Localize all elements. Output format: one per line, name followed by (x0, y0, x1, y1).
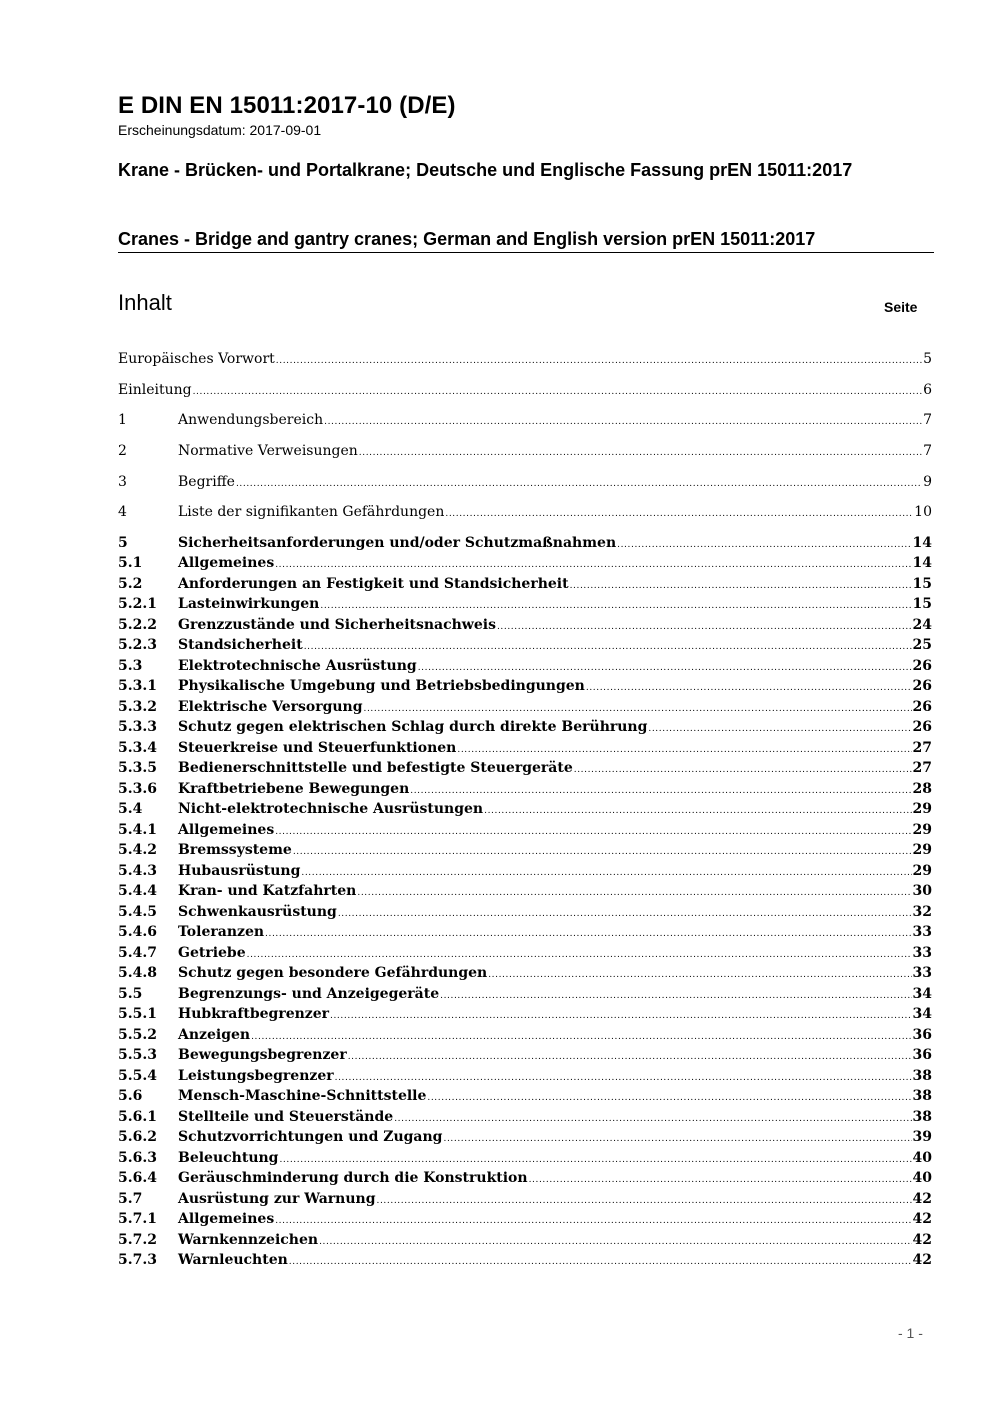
toc-entry[interactable] (118, 349, 932, 369)
german-title: Krane - Brücken- und Portalkrane; Deutsche und Englische Fassung prEN 15011:2017 (118, 160, 853, 180)
toc-entry-page: 26 (912, 719, 932, 735)
toc-entry-title: Allgemeines (178, 1211, 275, 1227)
toc-entry[interactable] (118, 441, 932, 461)
toc-entry[interactable] (118, 1066, 932, 1086)
toc-entry-page: 34 (912, 1006, 932, 1022)
toc-entry-title: Hubkraftbegrenzer (178, 1006, 330, 1022)
toc-dot-leader (301, 863, 911, 883)
toc-entry-title: Leistungsbegrenzer (178, 1068, 334, 1084)
toc-entry-number: 5.4.6 (118, 924, 157, 940)
toc-entry-number: 5.3 (118, 658, 143, 674)
toc-entry-page: 29 (912, 822, 932, 838)
toc-entry-title: Stellteile und Steuerstände (178, 1109, 394, 1125)
toc-entry-number: 5.3.4 (118, 740, 157, 756)
toc-entry-title: Liste der signifikanten Gefährdungen (178, 504, 445, 520)
toc-dot-leader (445, 504, 913, 524)
toc-entry-page: 32 (912, 904, 932, 920)
toc-entry[interactable] (118, 1148, 932, 1168)
toc-entry-title: Standsicherheit (178, 637, 303, 653)
toc-entry-page: 36 (912, 1027, 932, 1043)
toc-entry[interactable] (118, 922, 932, 942)
toc-entry-title: Toleranzen (178, 924, 265, 940)
toc-heading: Inhalt (118, 290, 172, 315)
toc-page-label: Seite (884, 299, 918, 315)
toc-entry-number: 5 (118, 535, 128, 551)
toc-dot-leader (319, 1232, 911, 1252)
toc-entry-title: Elektrische Versorgung (178, 699, 363, 715)
toc-entry-title: Getriebe (178, 945, 246, 961)
toc-entry-number: 5.7.1 (118, 1211, 157, 1227)
toc-dot-leader (648, 719, 911, 739)
toc-entry-page: 26 (912, 658, 932, 674)
toc-dot-leader (320, 596, 911, 616)
toc-entry[interactable] (118, 717, 932, 737)
toc-entry-page: 24 (912, 617, 932, 633)
toc-entry-title: Physikalische Umgebung und Betriebsbedingungen (178, 678, 585, 694)
toc-dot-leader (279, 1150, 911, 1170)
toc-entry-number: 5.5.2 (118, 1027, 157, 1043)
toc-entry-title: Geräuschminderung durch die Konstruktion (178, 1170, 528, 1186)
toc-entry-title: Allgemeines (178, 822, 275, 838)
toc-entry[interactable] (118, 533, 932, 553)
toc-entry[interactable] (118, 1086, 932, 1106)
toc-entry[interactable] (118, 1127, 932, 1147)
toc-entry[interactable] (118, 615, 932, 635)
toc-dot-leader (377, 1191, 912, 1211)
toc-entry-number: 5.4.7 (118, 945, 157, 961)
toc-entry-title: Bremssysteme (178, 842, 292, 858)
toc-entry-page: 42 (912, 1211, 932, 1227)
toc-dot-leader (293, 842, 912, 862)
toc-entry[interactable] (118, 472, 932, 492)
toc-entry-page: 10 (914, 504, 932, 520)
toc-dot-leader (410, 781, 911, 801)
toc-entry-page: 15 (912, 596, 932, 612)
toc-entry-number: 5.5.1 (118, 1006, 157, 1022)
toc-entry-title: Schutz gegen elektrischen Schlag durch direkte Berührung (178, 719, 648, 735)
toc-entry-title: Einleitung (118, 382, 192, 398)
toc-dot-leader (335, 1068, 912, 1088)
toc-entry-number: 5.4.1 (118, 822, 157, 838)
toc-dot-leader (484, 801, 911, 821)
toc-entry[interactable] (118, 553, 932, 573)
toc-entry-number: 5.2.1 (118, 596, 157, 612)
toc-entry-page: 40 (912, 1150, 932, 1166)
toc-entry[interactable] (118, 380, 932, 400)
toc-entry[interactable] (118, 574, 932, 594)
toc-entry-number: 5.5.4 (118, 1068, 157, 1084)
toc-entry-title: Normative Verweisungen (178, 443, 358, 459)
toc-entry-title: Ausrüstung zur Warnung (178, 1191, 376, 1207)
toc-entry-page: 34 (912, 986, 932, 1002)
toc-dot-leader (348, 1047, 912, 1067)
toc-entry[interactable] (118, 963, 932, 983)
toc-entry-page: 25 (912, 637, 932, 653)
toc-entry[interactable] (118, 881, 932, 901)
toc-entry-title: Beleuchtung (178, 1150, 279, 1166)
toc-dot-leader (247, 945, 912, 965)
toc-dot-leader (570, 576, 912, 596)
toc-dot-leader (357, 883, 911, 903)
toc-entry-number: 2 (118, 443, 127, 459)
toc-entry[interactable] (118, 697, 932, 717)
toc-entry-title: Begrenzungs- und Anzeigegeräte (178, 986, 440, 1002)
toc-dot-leader (440, 986, 911, 1006)
toc-entry-number: 5.5 (118, 986, 143, 1002)
toc-entry-title: Steuerkreise und Steuerfunktionen (178, 740, 457, 756)
toc-entry-page: 42 (912, 1252, 932, 1268)
toc-entry-page: 29 (912, 863, 932, 879)
toc-entry-number: 4 (118, 504, 127, 520)
toc-entry[interactable] (118, 1230, 932, 1250)
toc-entry-title: Anforderungen an Festigkeit und Standsicherheit (178, 576, 569, 592)
toc-entry[interactable] (118, 656, 932, 676)
toc-entry-number: 1 (118, 412, 127, 428)
toc-dot-leader (236, 474, 922, 494)
toc-dot-leader (586, 678, 912, 698)
toc-entry-page: 9 (923, 474, 932, 490)
toc-dot-leader (529, 1170, 912, 1190)
toc-dot-leader (275, 1211, 911, 1231)
toc-entry[interactable] (118, 594, 932, 614)
toc-entry-page: 40 (912, 1170, 932, 1186)
toc-entry-title: Schutz gegen besondere Gefährdungen (178, 965, 488, 981)
toc-entry[interactable] (118, 410, 932, 430)
toc-entry-title: Europäisches Vorwort (118, 351, 275, 367)
toc-entry[interactable] (118, 635, 932, 655)
toc-entry-page: 26 (912, 678, 932, 694)
toc-entry-page: 15 (912, 576, 932, 592)
toc-entry-title: Kran- und Katzfahrten (178, 883, 357, 899)
toc-entry[interactable] (118, 1025, 932, 1045)
toc-entry-number: 5.4 (118, 801, 143, 817)
toc-dot-leader (497, 617, 912, 637)
toc-entry[interactable] (118, 902, 932, 922)
toc-dot-leader (338, 904, 912, 924)
toc-entry-title: Anwendungsbereich (178, 412, 324, 428)
toc-entry-title: Nicht-elektrotechnische Ausrüstungen (178, 801, 484, 817)
toc-entry-title: Anzeigen (178, 1027, 251, 1043)
toc-entry-number: 5.3.1 (118, 678, 157, 694)
publication-date: Erscheinungsdatum: 2017-09-01 (118, 122, 322, 138)
toc-entry-title: Warnkennzeichen (178, 1232, 319, 1248)
toc-entry-title: Begriffe (178, 474, 235, 490)
toc-dot-leader (193, 382, 923, 402)
toc-entry-title: Mensch-Maschine-Schnittstelle (178, 1088, 427, 1104)
toc-entry-title: Grenzzustände und Sicherheitsnachweis (178, 617, 496, 633)
toc-entry-number: 5.5.3 (118, 1047, 157, 1063)
toc-entry-number: 5.6.2 (118, 1129, 157, 1145)
toc-entry[interactable] (118, 943, 932, 963)
toc-dot-leader (276, 351, 922, 371)
toc-entry-title: Sicherheitsanforderungen und/oder Schutzmaßnahmen (178, 535, 617, 551)
toc-dot-leader (574, 760, 912, 780)
toc-entry[interactable] (118, 502, 932, 522)
toc-entry[interactable] (118, 738, 932, 758)
toc-dot-leader (427, 1088, 911, 1108)
toc-entry-number: 5.7.2 (118, 1232, 157, 1248)
toc-entry-page: 27 (912, 740, 932, 756)
toc-entry-title: Lasteinwirkungen (178, 596, 320, 612)
toc-entry-title: Warnleuchten (178, 1252, 288, 1268)
toc-dot-leader (418, 658, 912, 678)
toc-entry[interactable] (118, 984, 932, 1004)
toc-entry-title: Schutzvorrichtungen und Zugang (178, 1129, 443, 1145)
toc-entry-page: 6 (923, 382, 932, 398)
document-title: E DIN EN 15011:2017-10 (D/E) (118, 92, 456, 119)
toc-dot-leader (617, 535, 911, 555)
toc-entry[interactable] (118, 1045, 932, 1065)
toc-entry-number: 5.4.2 (118, 842, 157, 858)
toc-entry-page: 38 (912, 1109, 932, 1125)
toc-dot-leader (304, 637, 912, 657)
toc-entry-number: 5.3.3 (118, 719, 157, 735)
toc-entry[interactable] (118, 799, 932, 819)
toc-dot-leader (359, 443, 922, 463)
toc-entry-page: 42 (912, 1191, 932, 1207)
toc-entry-title: Elektrotechnische Ausrüstung (178, 658, 417, 674)
header-rule (118, 252, 934, 253)
toc-entry[interactable] (118, 861, 932, 881)
toc-entry-page: 33 (912, 945, 932, 961)
toc-entry-number: 5.4.5 (118, 904, 157, 920)
toc-entry-page: 14 (912, 555, 932, 571)
toc-entry[interactable] (118, 1189, 932, 1209)
page-number: - 1 - (898, 1325, 923, 1341)
toc-entry-page: 7 (923, 443, 932, 459)
toc-entry-page: 33 (912, 924, 932, 940)
english-title: Cranes - Bridge and gantry cranes; German and English version prEN 15011:2017 (118, 229, 816, 249)
toc-entry-page: 27 (912, 760, 932, 776)
toc-entry[interactable] (118, 676, 932, 696)
toc-entry-title: Kraftbetriebene Bewegungen (178, 781, 410, 797)
toc-entry[interactable] (118, 1209, 932, 1229)
toc-dot-leader (265, 924, 911, 944)
toc-entry-number: 5.1 (118, 555, 143, 571)
toc-dot-leader (275, 555, 911, 575)
toc-entry-number: 5.6.4 (118, 1170, 157, 1186)
toc-entry-title: Bewegungsbegrenzer (178, 1047, 347, 1063)
toc-entry[interactable] (118, 1004, 932, 1024)
toc-entry-page: 29 (912, 801, 932, 817)
toc-entry-page: 42 (912, 1232, 932, 1248)
toc-dot-leader (330, 1006, 912, 1026)
toc-entry-number: 3 (118, 474, 127, 490)
toc-entry-page: 38 (912, 1088, 932, 1104)
toc-entry-page: 36 (912, 1047, 932, 1063)
toc-dot-leader (394, 1109, 911, 1129)
toc-entry-number: 5.3.5 (118, 760, 157, 776)
toc-entry-number: 5.2.2 (118, 617, 157, 633)
toc-dot-leader (275, 822, 911, 842)
toc-entry-title: Hubausrüstung (178, 863, 301, 879)
toc-entry-title: Allgemeines (178, 555, 275, 571)
toc-entry[interactable] (118, 758, 932, 778)
toc-entry-number: 5.4.4 (118, 883, 157, 899)
toc-dot-leader (364, 699, 912, 719)
toc-entry-page: 26 (912, 699, 932, 715)
toc-entry-number: 5.7.3 (118, 1252, 157, 1268)
toc-entry[interactable] (118, 779, 932, 799)
toc-dot-leader (289, 1252, 912, 1272)
toc-entry-number: 5.7 (118, 1191, 143, 1207)
toc-entry-number: 5.2 (118, 576, 143, 592)
toc-entry-title: Schwenkausrüstung (178, 904, 337, 920)
toc-entry-number: 5.3.2 (118, 699, 157, 715)
toc-entry-number: 5.2.3 (118, 637, 157, 653)
toc-entry-number: 5.4.3 (118, 863, 157, 879)
toc-dot-leader (324, 412, 922, 432)
toc-dot-leader (457, 740, 911, 760)
toc-entry-number: 5.6 (118, 1088, 143, 1104)
toc-entry-title: Bedienerschnittstelle und befestigte Steuergeräte (178, 760, 573, 776)
toc-entry[interactable] (118, 1168, 932, 1188)
toc-entry-page: 38 (912, 1068, 932, 1084)
toc-entry-page: 5 (923, 351, 932, 367)
toc-entry-page: 7 (923, 412, 932, 428)
toc-entry-page: 28 (912, 781, 932, 797)
toc-entry[interactable] (118, 1107, 932, 1127)
toc-entry-page: 39 (912, 1129, 932, 1145)
toc-entry-number: 5.6.1 (118, 1109, 157, 1125)
toc-entry-page: 33 (912, 965, 932, 981)
toc-dot-leader (251, 1027, 911, 1047)
toc-dot-leader (488, 965, 911, 985)
toc-entry[interactable] (118, 840, 932, 860)
toc-entry-page: 29 (912, 842, 932, 858)
toc-entry[interactable] (118, 1250, 932, 1270)
toc-entry-page: 30 (912, 883, 932, 899)
toc-entry[interactable] (118, 820, 932, 840)
toc-dot-leader (443, 1129, 911, 1149)
toc-entry-number: 5.3.6 (118, 781, 157, 797)
toc-entry-number: 5.6.3 (118, 1150, 157, 1166)
toc-entry-number: 5.4.8 (118, 965, 157, 981)
toc-entry-page: 14 (912, 535, 932, 551)
